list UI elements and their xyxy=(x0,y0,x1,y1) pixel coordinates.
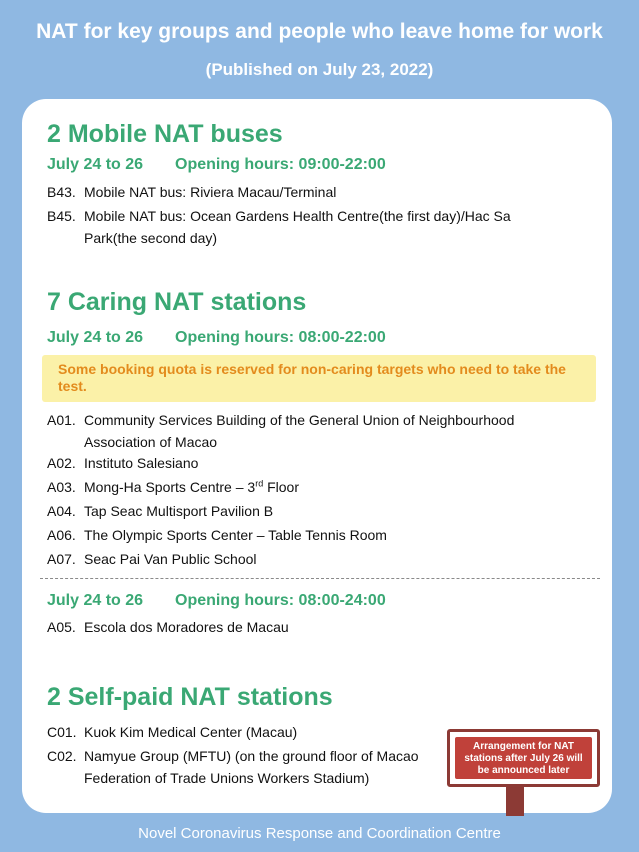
item-code: A03. xyxy=(47,479,76,495)
item-text: Seac Pai Van Public School xyxy=(84,551,257,567)
caring-dates: July 24 to 26 xyxy=(47,329,144,346)
item-code: A01. xyxy=(47,412,76,428)
item-code: A02. xyxy=(47,455,76,471)
item-code: B43. xyxy=(47,184,76,200)
sign-text: Arrangement for NAT stations after July 26 will be announced later xyxy=(464,741,583,776)
caring-schedule xyxy=(47,329,386,347)
mobile-schedule xyxy=(47,156,386,174)
item-text: The Olympic Sports Center – Table Tennis Room xyxy=(84,527,387,543)
item-code: B45. xyxy=(47,208,76,224)
item-text: Community Services Building of the General Union of Neighbourhood Association of Macao xyxy=(84,412,515,450)
caring-hours-2: Opening hours: 08:00-24:00 xyxy=(175,592,386,609)
item-code: C01. xyxy=(47,724,77,740)
page-title: NAT for key groups and people who leave home for work xyxy=(36,20,603,43)
item-text xyxy=(84,476,564,498)
booking-note xyxy=(42,355,596,402)
selfpaid-heading: 2 Self-paid NAT stations xyxy=(47,683,333,711)
item-code: A07. xyxy=(47,551,76,567)
item-text: Kuok Kim Medical Center (Macau) xyxy=(84,724,298,740)
mobile-heading: 2 Mobile NAT buses xyxy=(47,120,283,148)
caring-schedule-2 xyxy=(47,592,386,610)
item-code: A06. xyxy=(47,527,76,543)
item-text: Tap Seac Multisport Pavilion B xyxy=(84,503,274,519)
item-text-suffix: Floor xyxy=(263,479,300,495)
mobile-hours: Opening hours: 09:00-22:00 xyxy=(175,156,386,173)
item-code: A05. xyxy=(47,619,76,635)
announcement-sign xyxy=(447,729,600,816)
published-date: (Published on July 23, 2022) xyxy=(205,60,434,79)
mobile-dates: July 24 to 26 xyxy=(47,156,144,173)
sign-post xyxy=(506,787,524,816)
booking-note-text: Some booking quota is reserved for non-caring targets who need to take the test. xyxy=(58,361,566,394)
item-code: C02. xyxy=(47,748,77,764)
footer-credit: Novel Coronavirus Response and Coordination Centre xyxy=(138,825,501,842)
caring-hours: Opening hours: 08:00-22:00 xyxy=(175,329,386,346)
item-text: Escola dos Moradores de Macau xyxy=(84,619,289,635)
item-text: Instituto Salesiano xyxy=(84,455,199,471)
item-text: Mobile NAT bus: Riviera Macau/Terminal xyxy=(84,184,337,200)
item-text-main: Mong-Ha Sports Centre – 3 xyxy=(84,479,256,495)
item-text: Namyue Group (MFTU) (on the ground floor of Macao Federation of Trade Unions Workers Stadium) xyxy=(84,748,419,786)
sign-board xyxy=(447,729,600,787)
item-text: Mobile NAT bus: Ocean Gardens Health Centre(the first day)/Hac Sa Park(the second day) xyxy=(84,208,511,246)
sign-board-face xyxy=(455,737,592,779)
caring-heading: 7 Caring NAT stations xyxy=(47,288,307,316)
caring-dates-2: July 24 to 26 xyxy=(47,592,144,609)
item-code: A04. xyxy=(47,503,76,519)
ordinal-suffix: rd xyxy=(255,478,264,489)
section-divider xyxy=(40,578,600,579)
